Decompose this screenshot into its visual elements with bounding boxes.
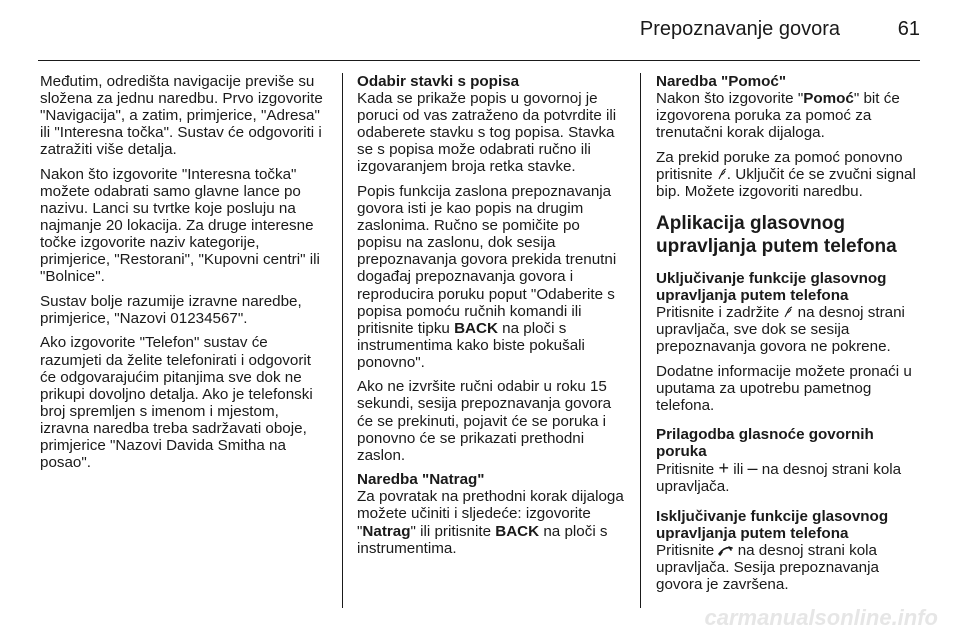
paragraph: Nakon što izgovorite "Interesna točka" možete odabrati samo glavne lance po nazivu. Lanci su tvrtke koje posluju na najmanje 20 lokacija. Za druge interesne točke izgovorite naziv kategorije, primjerice, "Restorani", "Kupovni centri" ili "Bolnice". <box>40 165 320 286</box>
section-heading: Aplikacija glasovnog upravljanja putem telefona <box>656 213 897 258</box>
page-title: Prepoznavanje govora <box>639 18 840 40</box>
paragraph: Za prekid poruke za pomoć ponovno pritisnite . Uključit će se zvučni signal bip. Možete izgovoriti naredbu. <box>656 148 916 200</box>
subheading: Uključivanje funkcije glasovnog upravljanja putem telefona <box>656 270 887 305</box>
column-divider-1 <box>342 73 343 608</box>
subheading: Naredba "Natrag" <box>357 471 485 489</box>
paragraph: Ako ne izvršite ručni odabir u roku 15 sekundi, sesija prepoznavanja govora će se prekinuti, pojavit će se poruka i ponovno će se prikazati prethodni zaslon. <box>357 378 612 464</box>
column-2 <box>357 73 627 564</box>
page-number: 61 <box>897 18 920 40</box>
paragraph: Dodatne informacije možete pronaći u uputama za upotrebu pametnog telefona. <box>656 362 912 415</box>
subheading: Prilagodba glasnoće govornih poruka <box>656 426 874 461</box>
column-3 <box>656 73 926 600</box>
paragraph: Pritisnite i zadržite na desnoj strani upravljača, sve dok se sesija prepoznavanja govora ne pokrene. <box>656 304 905 356</box>
paragraph: Pritisnite na desnoj strani kola upravljača. Sesija prepoznavanja govora je završena. <box>656 541 879 593</box>
phone-hangup-icon <box>718 545 733 556</box>
paragraph: Za povratak na prethodni korak dijaloga možete učiniti i sljedeće: izgovorite "Natrag" ili pritisnite BACK na ploči s instrumentima. <box>357 488 624 557</box>
plus-icon: + <box>718 458 729 479</box>
paragraph: Kada se prikaže popis u govornoj je poruci od vas zatraženo da potvrdite ili odaberete stavku s tog popisa. Stavka se s popisa može odabrati ručno ili izgovaranjem broja retka stavke. <box>357 90 617 176</box>
paragraph: Pritisnite + ili – na desnoj strani kola upravljača. <box>656 458 902 496</box>
column-divider-2 <box>640 73 641 608</box>
voice-command-icon <box>783 305 793 318</box>
paragraph: Nakon što izgovorite "Pomoć" bit će izgovorena poruka za pomoć za trenutačni korak dijaloga. <box>656 90 900 142</box>
paragraph: Međutim, odredišta navigacije previše su složena za jednu naredbu. Prvo izgovorite "Navigacija", a zatim, primjerice, "Adresa" ili "Interesna točka". Sustav će odgovoriti i zatražiti više detalja. <box>40 73 323 159</box>
paragraph: Popis funkcija zaslona prepoznavanja govora isti je kao popis na drugim zaslonima. Ručno se pomičite po popisu na zaslonu, dok sesija prepoznavanja govora prekida trenutni događaj prepoznavanja govora i reproducira poruku poput "Odaberite s popisa pomoću ručnih komandi ili pritisnite tipku BACK na ploči s instrumentima kako biste pokušali ponovno". <box>357 182 617 371</box>
paragraph: Ako izgovorite "Telefon" sustav će razumjeti da želite telefonirati i odgovorit će odgovarajućim pitanjima sve dok ne prikupi dovoljno detalja. Ako je telefonski broj spremljen s imenom i mjestom, izravna naredba treba sadržavati oboje, primjerice "Nazovi Davida Smitha na posao". <box>40 334 313 472</box>
column-1 <box>40 73 328 479</box>
subheading: Odabir stavki s popisa <box>357 73 520 90</box>
subheading: Naredba "Pomoć" <box>656 73 787 90</box>
watermark: carmanualsonline.info <box>704 605 938 630</box>
paragraph: Sustav bolje razumije izravne naredbe, primjerice, "Nazovi 01234567". <box>40 292 302 327</box>
header-divider <box>38 60 920 61</box>
minus-icon: – <box>747 458 758 479</box>
subheading: Isključivanje funkcije glasovnog upravljanja putem telefona <box>656 507 889 542</box>
voice-command-icon <box>717 167 727 180</box>
